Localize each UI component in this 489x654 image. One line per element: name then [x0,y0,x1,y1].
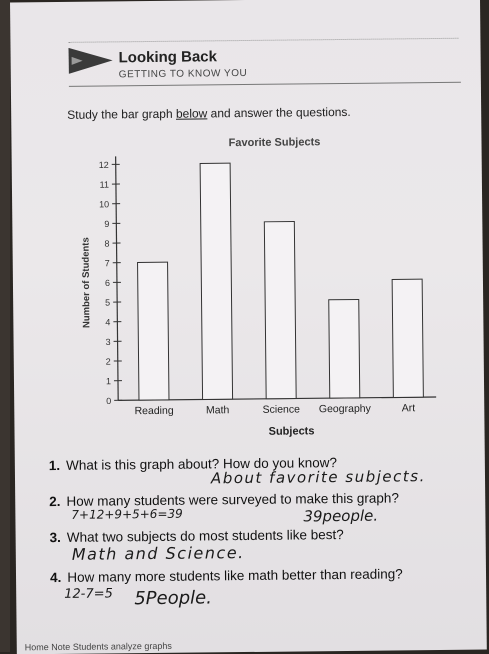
page-subtitle: GETTING TO KNOW YOU [119,68,248,80]
x-tick-label: Geography [319,403,372,416]
y-tick-label: 2 [106,357,111,367]
y-tick-label: 8 [104,239,109,249]
y-tick-label: 1 [106,376,111,386]
y-tick-label: 7 [105,258,110,268]
answer-3: Math and Science. [72,543,245,564]
question-3-text: What two subjects do most students like best? [67,527,344,545]
instructions [67,105,351,122]
y-tick-label: 9 [104,219,109,229]
question-1-number: 1. [49,458,60,473]
bar-art [392,279,423,397]
x-axis-label: Subjects [269,425,315,437]
bar-math [200,163,232,399]
y-axis [116,156,119,400]
home-note-footer: Home Note Students analyze graphs [25,641,172,653]
instructions-text-2: and answer the questions. [207,105,351,121]
chart-title: Favorite Subjects [229,136,321,149]
question-3-number: 3. [50,530,61,545]
instructions-text-1: Study the bar graph [67,107,176,122]
question-3 [50,527,344,545]
looking-back-flag-icon [68,47,112,73]
x-tick-label: Art [402,402,416,414]
y-tick-label: 6 [105,278,110,288]
page-title: Looking Back [119,48,218,66]
instructions-underlined: below [176,106,208,120]
answer-4: 5People. [134,587,212,609]
favorite-subjects-bar-chart [69,126,452,445]
question-4 [50,566,403,585]
answer-1: About favorite subjects. [211,467,426,487]
answer-2: 39people. [303,507,378,526]
worksheet-page [10,0,487,654]
bar-geography [329,299,360,398]
answer-2-work: 7+12+9+5+6=39 [71,507,182,522]
answer-4-work: 12-7=5 [64,586,113,602]
y-tick-label: 5 [105,298,110,308]
bar-reading [138,262,169,400]
x-tick-label: Math [206,404,230,416]
y-tick-label: 12 [99,160,109,170]
question-2-text: How many students were surveyed to make this graph? [66,490,399,508]
dotted-divider [68,38,458,43]
bar-science [264,221,296,398]
desk-edge [0,0,10,652]
question-2-number: 2. [49,494,60,509]
x-tick-label: Science [263,403,301,415]
y-axis-label: Number of Students [80,237,92,328]
y-tick-label: 0 [106,396,111,406]
question-4-text: How many more students like math better than reading? [67,566,403,585]
y-tick-label: 3 [106,337,111,347]
question-1-text: What is this graph about? How do you know? [66,455,337,473]
header-rule [69,82,461,87]
question-4-number: 4. [50,570,61,585]
y-tick-label: 4 [105,317,110,327]
y-tick-label: 10 [99,199,109,209]
y-tick-label: 11 [100,180,109,190]
x-tick-label: Reading [134,405,173,417]
